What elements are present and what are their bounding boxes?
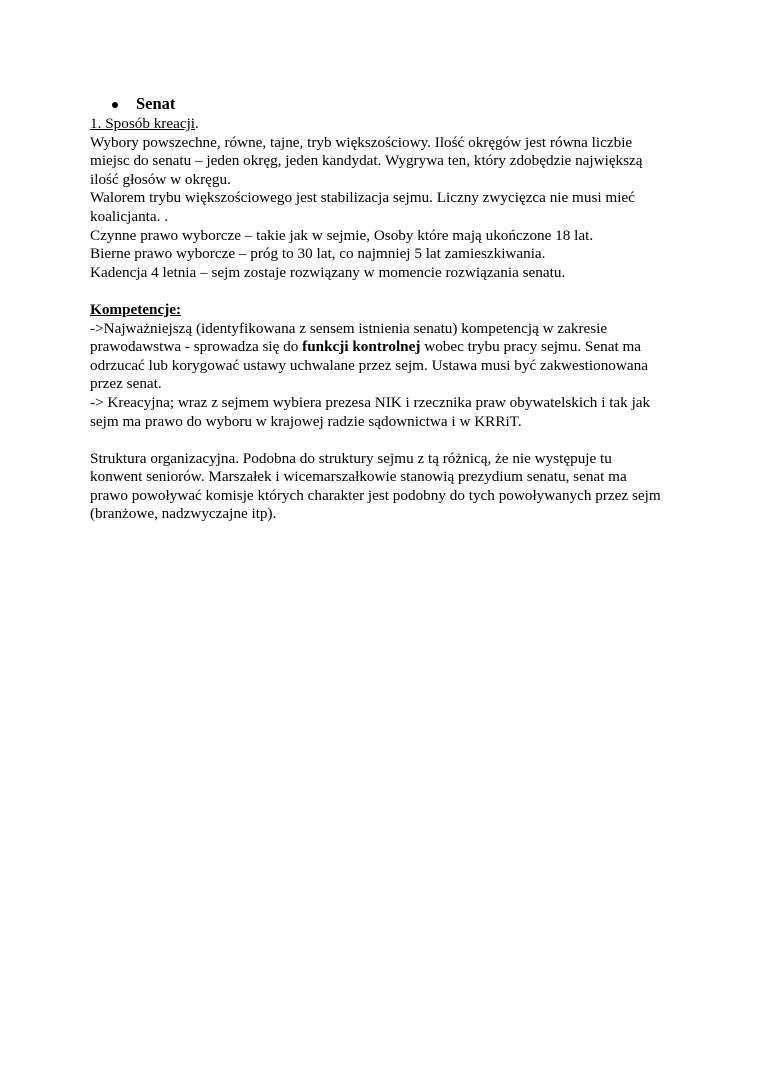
paragraph-line: odrzucać lub korygować ustawy uchwalane przez sejm. Ustawa musi być zakwestionowana — [90, 356, 648, 374]
bullet-icon — [112, 102, 118, 108]
blank-line — [90, 282, 680, 301]
paragraph-line: -> Kreacyjna; wraz z sejmem wybiera prezesa NIK i rzecznika praw obywatelskich i tak jak — [90, 393, 651, 411]
paragraph-line: ->Najważniejszą (identyfikowana z sensem istnienia senatu) kompetencją w zakresie — [90, 319, 608, 337]
bold-text-run: funkcji kontrolnej — [302, 338, 421, 356]
blank-line — [90, 431, 680, 450]
paragraph-line: Kadencja 4 letnia – sejm zostaje rozwiązany w momencie rozwiązania senatu. — [90, 263, 566, 281]
paragraph-line: prawo powoływać komisje których charakter jest podobny do tych powoływanych przez sejm — [90, 486, 661, 504]
section1-title-suffix: . — [195, 115, 199, 132]
section-heading — [112, 94, 680, 114]
paragraph-line: Struktura organizacyjna. Podobna do struktury sejmu z tą różnicą, że nie występuje tu — [90, 449, 612, 467]
section2-title: Kompetencje: — [90, 300, 182, 318]
paragraph-line-with-bold — [90, 338, 680, 357]
document-page — [90, 94, 680, 524]
paragraph-line: Czynne prawo wyborcze – takie jak w sejmie, Osoby które mają ukończone 18 lat. — [90, 226, 594, 244]
paragraph-line: konwent seniorów. Marszałek i wicemarszałkowie stanowią prezydium senatu, senat ma — [90, 468, 627, 486]
paragraph-line: sejm ma prawo do wyboru w krajowej radzie sądownictwa i w KRRiT. — [90, 412, 522, 430]
paragraph-line: Walorem trybu większościowego jest stabilizacja sejmu. Liczny zwycięzca nie musi mieć — [90, 189, 635, 207]
section1-title-line — [90, 115, 680, 134]
section1-title: 1. Sposób kreacji — [90, 115, 196, 132]
paragraph-line: Wybory powszechne, równe, tajne, tryb większościowy. Ilość okręgów jest równa liczbie — [90, 133, 633, 151]
text-run: wobec trybu pracy sejmu. Senat ma — [420, 338, 642, 356]
text-run: prawodawstwa - sprowadza się do — [90, 338, 303, 356]
paragraph-line: przez senat. — [90, 375, 162, 393]
paragraph-line: Bierne prawo wyborcze – próg to 30 lat, co najmniej 5 lat zamieszkiwania. — [90, 245, 546, 263]
paragraph-line: (branżowe, nadzwyczajne itp). — [90, 505, 277, 523]
heading-text: Senat — [136, 94, 176, 113]
paragraph-line: koalicjanta. . — [90, 207, 169, 225]
paragraph-line: ilość głosów w okręgu. — [90, 170, 231, 188]
paragraph-line: miejsc do senatu – jeden okręg, jeden kandydat. Wygrywa ten, który zdobędzie największą — [90, 152, 643, 170]
